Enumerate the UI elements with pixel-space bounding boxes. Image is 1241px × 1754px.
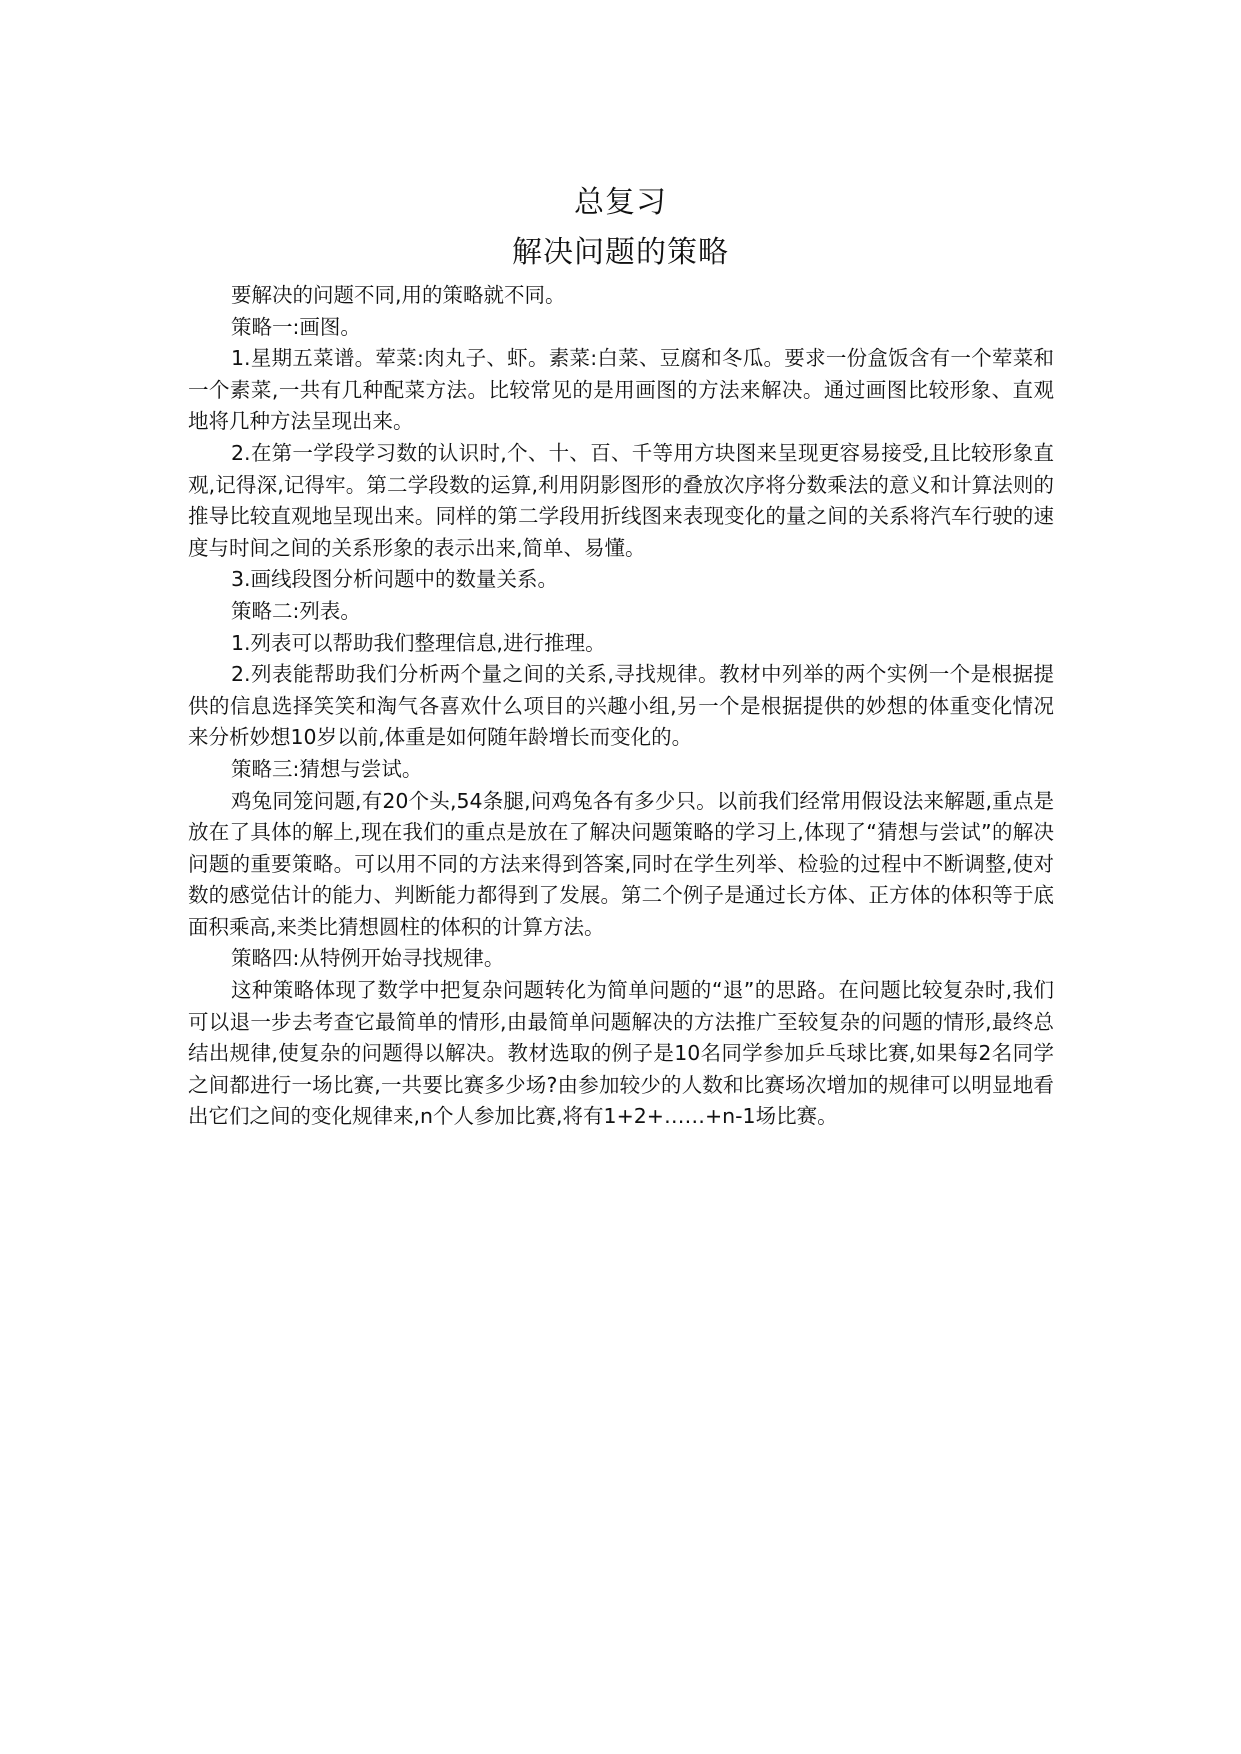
document-subtitle: 解决问题的策略	[512, 235, 729, 270]
heading-strategy-3: 策略三:猜想与尝试。	[231, 756, 423, 781]
paragraph-strategy-1-item-1: 1.星期五菜谱。荤菜:肉丸子、虾。素菜:白菜、豆腐和冬瓜。要求一份盒饭含有一个荤菜和一个素菜,一共有几种配菜方法。比较常见的是用画图的方法来解决。通过画图比较形象、直观地将几种方法呈现出来。	[188, 346, 1054, 434]
document-body	[188, 280, 1054, 1133]
paragraph-strategy-3: 鸡兔同笼问题,有20个头,54条腿,问鸡兔各有多少只。以前我们经常用假设法来解题,重点是放在了具体的解上,现在我们的重点是放在了解决问题策略的学习上,体现了“猜想与尝试”的解决问题的重要策略。可以用不同的方法来得到答案,同时在学生列举、检验的过程中不断调整,使对数的感觉估计的能力、判断能力都得到了发展。第二个例子是通过长方体、正方体的体积等于底面积乘高,来类比猜想圆柱的体积的计算方法。	[188, 788, 1054, 939]
heading-strategy-1: 策略一:画图。	[231, 314, 361, 339]
paragraph-intro: 要解决的问题不同,用的策略就不同。	[231, 283, 566, 307]
title-block	[0, 178, 1241, 278]
heading-strategy-4: 策略四:从特例开始寻找规律。	[231, 946, 505, 971]
paragraph-strategy-2-item-2: 2.列表能帮助我们分析两个量之间的关系,寻找规律。教材中列举的两个实例一个是根据提供的信息选择笑笑和淘气各喜欢什么项目的兴趣小组,另一个是根据提供的妙想的体重变化情况来分析妙想10岁以前,体重是如何随年龄增长而变化的。	[188, 662, 1054, 750]
paragraph-strategy-1-item-2: 2.在第一学段学习数的认识时,个、十、百、千等用方块图来呈现更容易接受,且比较形象直观,记得深,记得牢。第二学段数的运算,利用阴影图形的叠放次序将分数乘法的意义和计算法则的推导比较直观地呈现出来。同样的第二学段用折线图来表现变化的量之间的关系将汽车行驶的速度与时间之间的关系形象的表示出来,简单、易懂。	[188, 440, 1054, 560]
document-title: 总复习	[574, 185, 667, 220]
heading-strategy-2: 策略二:列表。	[231, 598, 361, 623]
paragraph-strategy-1-item-3: 3.画线段图分析问题中的数量关系。	[231, 567, 559, 592]
paragraph-strategy-2-item-1: 1.列表可以帮助我们整理信息,进行推理。	[231, 630, 606, 655]
paragraph-strategy-4: 这种策略体现了数学中把复杂问题转化为简单问题的“退”的思路。在问题比较复杂时,我们可以退一步去考查它最简单的情形,由最简单问题解决的方法推广至较复杂的问题的情形,最终总结出规律,使复杂的问题得以解决。教材选取的例子是10名同学参加乒乓球比赛,如果每2名同学之间都进行一场比赛,一共要比赛多少场?由参加较少的人数和比赛场次增加的规律可以明显地看出它们之间的变化规律来,n个人参加比赛,将有1+2+……+n-1场比赛。	[188, 978, 1054, 1129]
